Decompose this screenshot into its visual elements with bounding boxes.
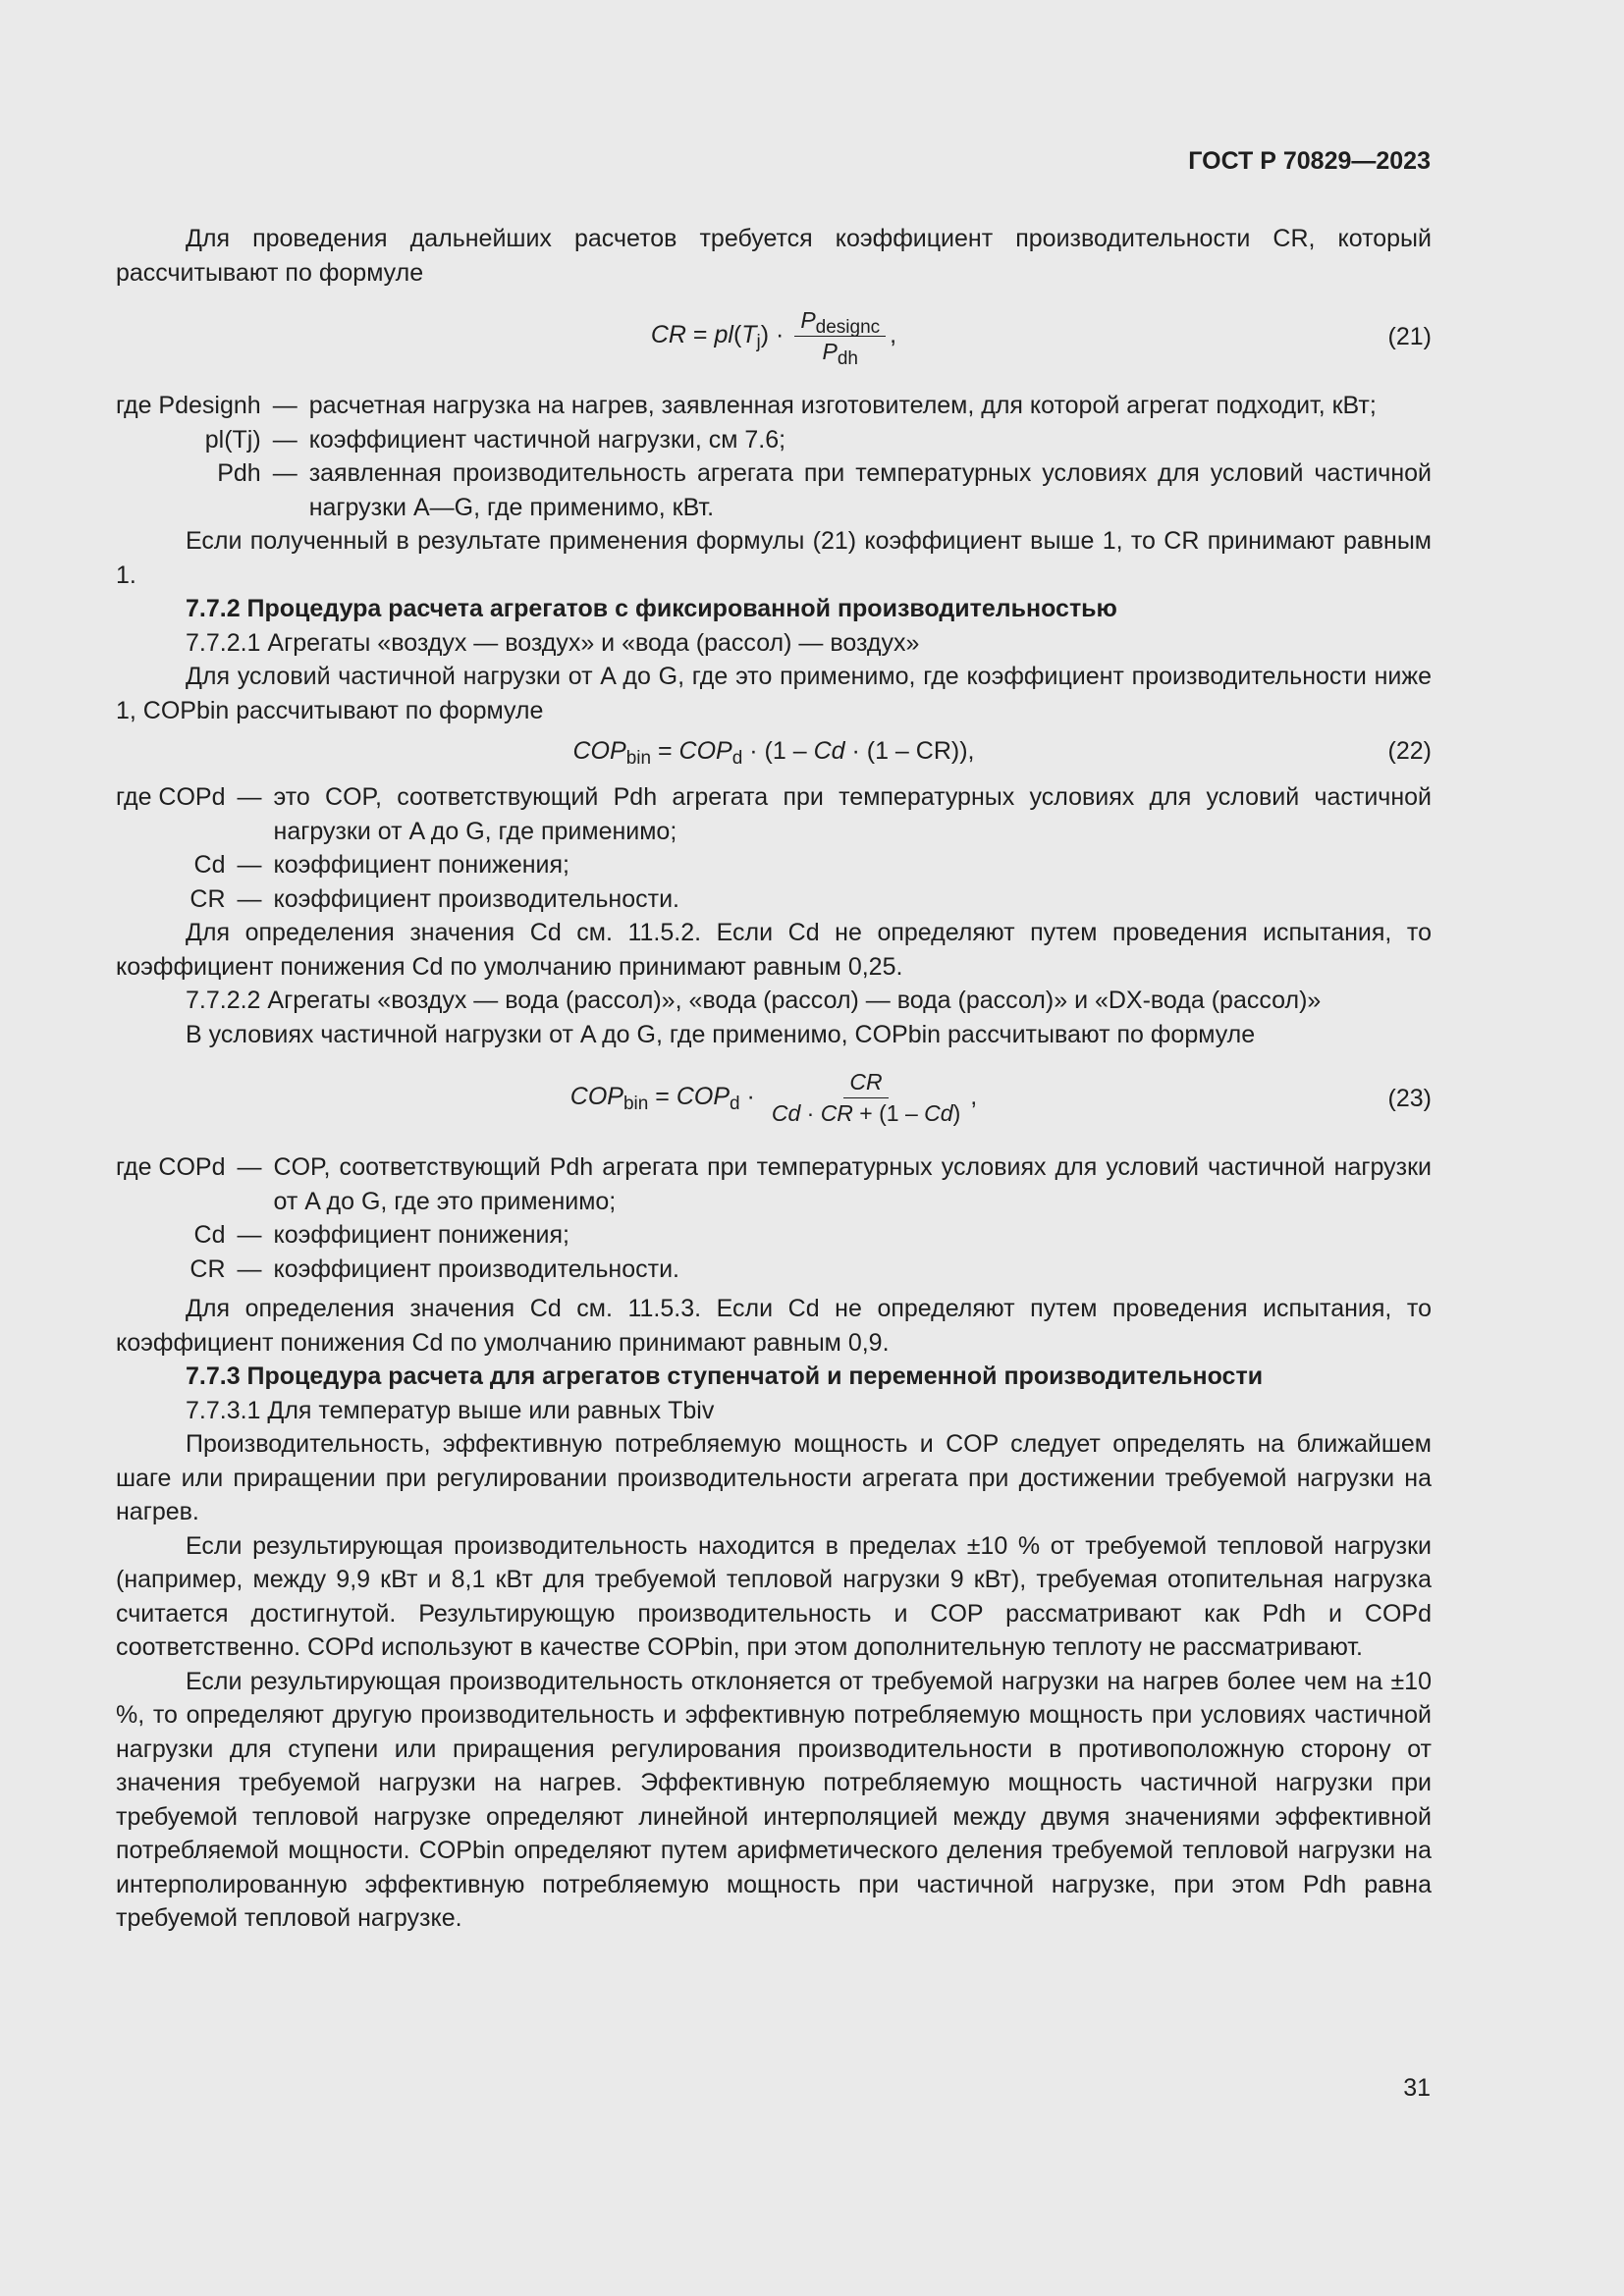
document-id-header: ГОСТ Р 70829—2023 <box>1188 147 1431 175</box>
definition-term: CR <box>189 884 226 913</box>
definition-description: расчетная нагрузка на нагрев, заявленная изготовителем, для которой агрегат подходит, кВт; <box>308 392 1377 419</box>
definitions-21 <box>116 389 1432 524</box>
formula-22-number: (22) <box>1387 736 1432 765</box>
definition-description: это COP, соответствующий Pdh агрегата при температурных условиях для условий частичной нагрузки от A до G, где применимо; <box>273 783 1432 845</box>
definition-term: где COPd <box>116 783 226 811</box>
definitions-23 <box>116 1150 1432 1286</box>
formula-21-number: (21) <box>1387 322 1432 350</box>
definition-dash: — <box>237 1255 262 1283</box>
subsection-heading-7-7-3-1: 7.7.3.1 Для температур выше или равных Tbiv <box>186 1396 715 1424</box>
definition-row <box>116 1253 1432 1287</box>
definition-term: где Pdesignh <box>116 392 261 419</box>
formula-21-expression: CR = $pl(T_j)$ · $\frac{P_{designc}}{P_{dh}}$ , <box>650 307 897 369</box>
definition-description: заявленная производительность агрегата при температурных условиях для условий частичной нагрузки A—G, где применимо, кВт. <box>308 459 1432 521</box>
definition-term: Cd <box>193 1221 226 1249</box>
definition-dash: — <box>272 459 298 487</box>
definition-row <box>116 780 1432 848</box>
definition-description: коэффициент понижения; <box>273 1221 569 1249</box>
definition-dash: — <box>237 783 262 811</box>
formula-21 <box>116 290 1432 383</box>
definition-term: где COPd <box>116 1153 226 1181</box>
page-number: 31 <box>1403 2074 1431 2102</box>
formula-23 <box>116 1051 1432 1145</box>
section-heading-7-7-2: 7.7.2 Процедура расчета агрегатов с фиксированной производительностью <box>186 595 1117 622</box>
section-heading-7-7-3: 7.7.3 Процедура расчета для агрегатов ступенчатой и переменной производительности <box>186 1362 1264 1390</box>
definition-row <box>116 1150 1432 1218</box>
definition-description: коэффициент производительности. <box>273 1255 679 1283</box>
subsection-heading-7-7-2-1: 7.7.2.1 Агрегаты «воздух — воздух» и «вода (рассол) — воздух» <box>186 628 920 657</box>
definitions-22 <box>116 780 1432 916</box>
definition-row <box>116 1218 1432 1253</box>
definition-term: Cd <box>193 851 226 879</box>
subsection-heading-7-7-2-2: 7.7.2.2 Агрегаты «воздух — вода (рассол)», «вода (рассол) — вода (рассол)» и «DX-вода (рассол)» <box>186 987 1322 1014</box>
formula-22-expression: $COP_{bin} = COP_d \cdot (1 - Cd \cdot (1 - CR))$, <box>572 736 975 769</box>
definition-dash: — <box>237 1153 262 1181</box>
definition-description: COP, соответствующий Pdh агрегата при температурных условиях для условий частичной нагрузки от A до G, где это применимо; <box>273 1153 1432 1215</box>
formula-22 <box>116 727 1432 774</box>
paragraph-cr-over-1: Если полученный в результате применения формулы (21) коэффициент выше 1, то CR принимают равным 1. <box>116 527 1432 589</box>
definition-description: коэффициент понижения; <box>273 851 569 879</box>
definition-dash: — <box>272 425 298 454</box>
definition-term: CR <box>189 1255 226 1283</box>
paragraph-within-10-percent: Если результирующая производительность находится в пределах ±10 % от требуемой тепловой нагрузки (например, между 9,9 кВт и 8,1 кВт для требуемой тепловой нагрузки 9 кВт), требуемая отопительная нагрузка считается достигнутой. Результирующую производительность и COP рассматривают как Pdh и COPd соответственно. COPd используют в качестве COPbin, при этом дополнительную теплоту не рассматривают. <box>116 1531 1432 1661</box>
formula-23-number: (23) <box>1387 1084 1432 1112</box>
definition-dash: — <box>272 392 298 419</box>
document-body <box>116 222 1432 1936</box>
definition-description: коэффициент частичной нагрузки, см 7.6; <box>308 425 786 454</box>
definition-description: коэффициент производительности. <box>273 884 679 913</box>
definition-row <box>116 389 1432 423</box>
definition-row <box>116 848 1432 882</box>
paragraph-outside-10-percent: Если результирующая производительность отклоняется от требуемой нагрузки на нагрев более чем на ±10 %, то определяют другую производительность и эффективную потребляемую мощность при условиях частичной нагрузки для ступени или приращения регулирования производительности в противоположную сторону от значения требуемой нагрузки на нагрев. Эффективную потребляемую мощность частичной нагрузки при требуемой тепловой нагрузке определяют линейной интерполяцией между двумя значениями эффективной потребляемой мощности. COPbin определяют путем арифметического деления требуемой тепловой нагрузки на интерполированную эффективную потребляемую мощность при частичной нагрузке, при этом Pdh равна требуемой тепловой нагрузке. <box>116 1667 1432 1932</box>
formula-23-expression: $COP_{bin} = COP_d$ · $\frac{CR}{Cd \cdot CR + (1 - Cd)}$ , <box>569 1069 978 1126</box>
definition-dash: — <box>237 851 262 879</box>
paragraph-partload: В условиях частичной нагрузки от A до G, где применимо, COPbin рассчитывают по формуле <box>186 1020 1256 1048</box>
definition-term: pl(Tj) <box>204 425 261 454</box>
definition-dash: — <box>237 1221 262 1249</box>
definition-row <box>116 456 1432 524</box>
paragraph-capacity-step: Производительность, эффективную потребляемую мощность и COP следует определять на ближайшем шаге или приращении при регулировании производительности агрегата при достижении требуемой нагрузки на нагрев. <box>116 1430 1432 1525</box>
paragraph-cr-intro: Для проведения дальнейших расчетов требуется коэффициент производительности CR, который рассчитывают по формуле <box>116 225 1432 287</box>
definition-dash: — <box>237 884 262 913</box>
paragraph-cd-11-5-3: Для определения значения Cd см. 11.5.3. Если Cd не определяют путем проведения испытания, то коэффициент понижения Cd по умолчанию принимают равным 0,9. <box>116 1295 1432 1357</box>
definition-term: Pdh <box>217 459 261 487</box>
definition-row <box>116 882 1432 917</box>
definition-row <box>116 423 1432 457</box>
paragraph-cop-bin-fixed: Для условий частичной нагрузки от A до G, где это применимо, где коэффициент производительности ниже 1, COPbin рассчитывают по формуле <box>116 663 1432 724</box>
paragraph-cd-11-5-2: Для определения значения Cd см. 11.5.2. Если Cd не определяют путем проведения испытания, то коэффициент понижения Cd по умолчанию принимают равным 0,25. <box>116 919 1432 981</box>
